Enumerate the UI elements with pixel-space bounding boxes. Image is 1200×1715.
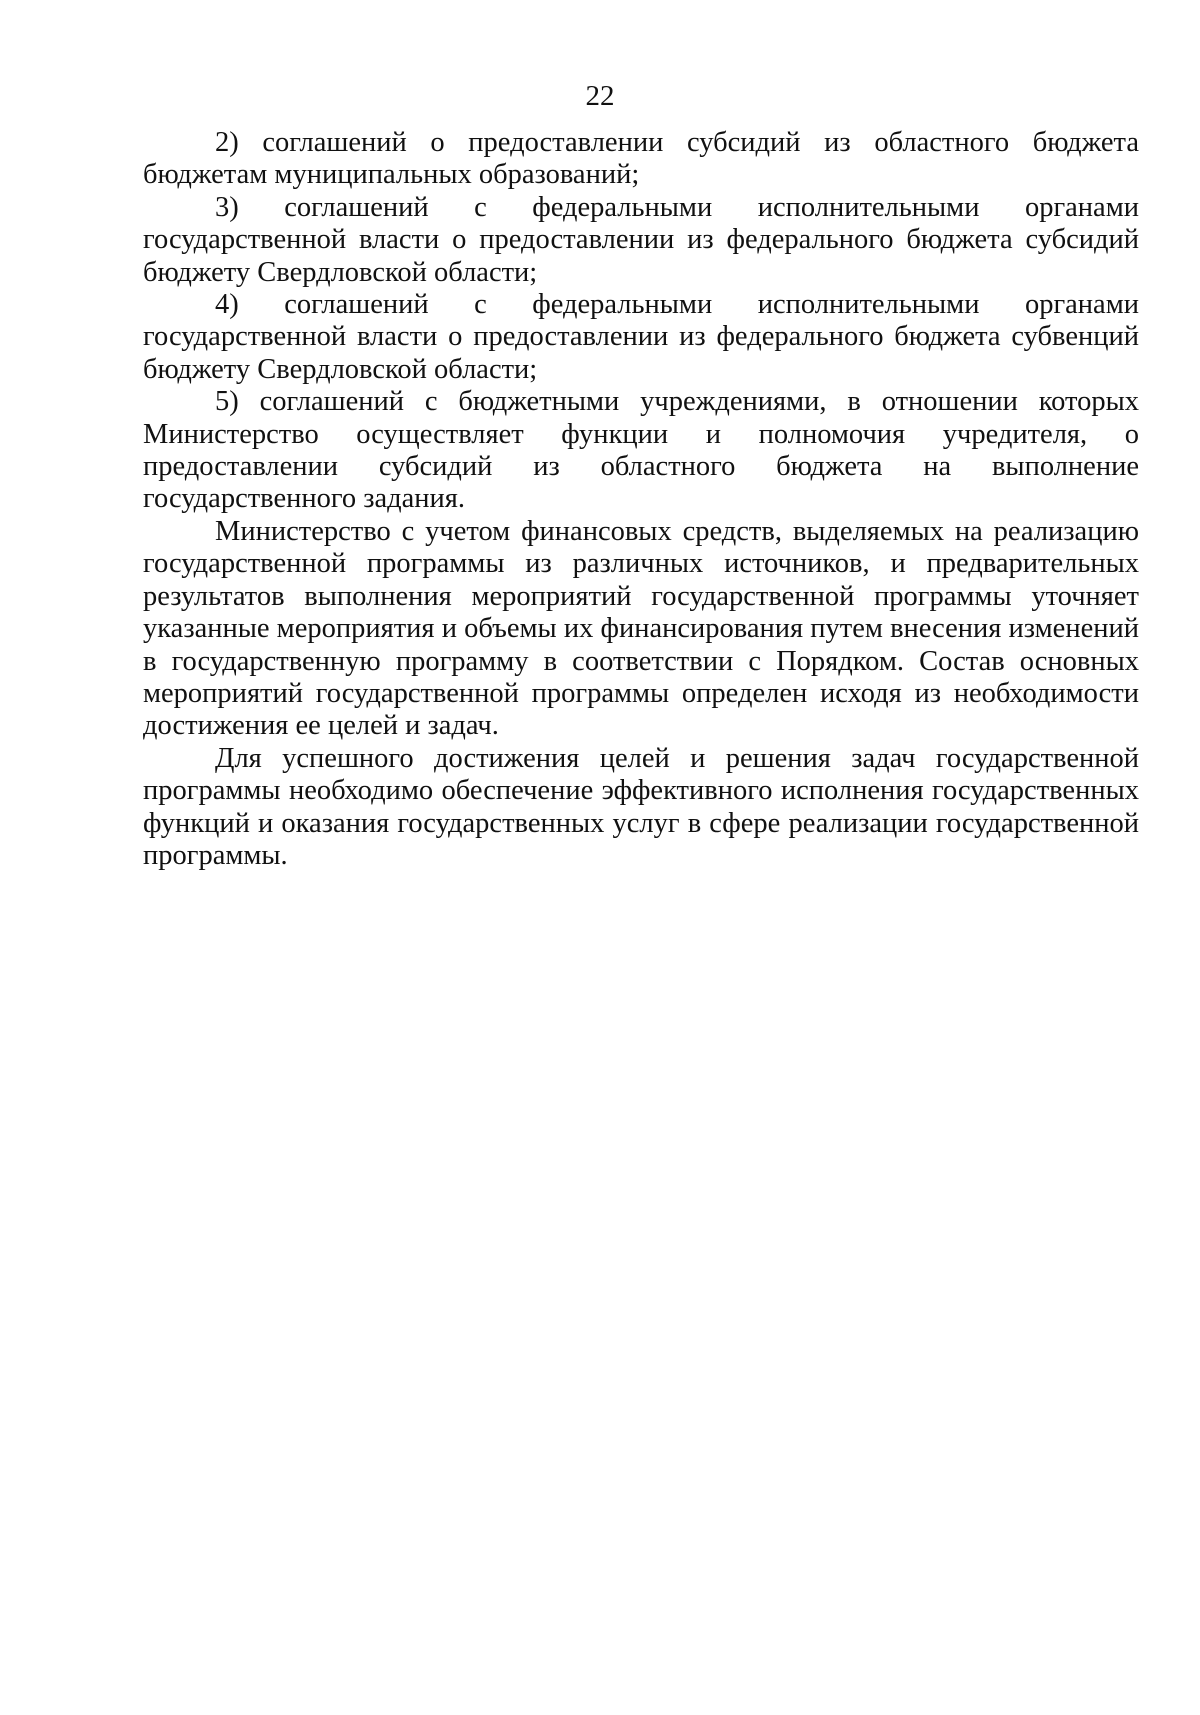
paragraph-conclusion: Для успешного достижения целей и решения задач государственной программы необходимо обеспечение эффективного исполнения государственных функций и оказания государственных услуг в сфере реализации государственной программы. — [143, 742, 1139, 871]
paragraph-item-3: 3) соглашений с федеральными исполнительными органами государственной власти о предоставлении из федерального бюджета субсидий бюджету Свердловской области; — [143, 191, 1139, 288]
document-body — [143, 127, 1139, 872]
paragraph-ministry: Министерство с учетом финансовых средств, выделяемых на реализацию государственной программы из различных источников, и предварительных результатов выполнения мероприятий государственной программы уточняет указанные мероприятия и объемы их финансирования путем внесения изменений в государственную программу в соответствии с Порядком. Состав основных мероприятий государственной программы определен исходя из необходимости достижения ее целей и задач. — [143, 515, 1139, 742]
paragraph-item-5: 5) соглашений с бюджетными учреждениями, в отношении которых Министерство осуществляет функции и полномочия учредителя, о предоставлении субсидий из областного бюджета на выполнение государственного задания. — [143, 386, 1139, 515]
paragraph-item-2: 2) соглашений о предоставлении субсидий из областного бюджета бюджетам муниципальных образований; — [143, 127, 1139, 191]
page-number: 22 — [585, 80, 615, 112]
paragraph-item-4: 4) соглашений с федеральными исполнительными органами государственной власти о предоставлении из федерального бюджета субвенций бюджету Свердловской области; — [143, 289, 1139, 385]
